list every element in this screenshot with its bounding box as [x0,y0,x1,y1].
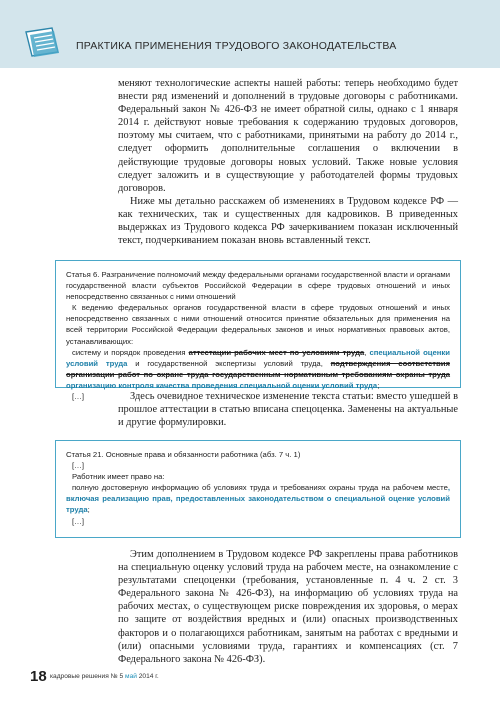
document-stack-icon [22,26,64,60]
paragraph: Здесь очевидное техническое изменение текста статьи: вместо ушедшей в прошлое аттестации в статью вписана спецоценка. Заменены на актуальные и другие формулировки. [118,391,458,429]
header-band [0,0,500,68]
magazine-issue [50,673,159,680]
paragraph: Ниже мы детально расскажем об изменениях в Трудовом кодексе РФ — как технических, так и существенных для кадровиков. В приведенных выдержках из Трудового кодекса РФ зачеркиванием показан исключенный текст, подчеркиванием показан вновь вставленный текст. [118,195,458,247]
deleted-text: подтверждения соответствия организации работ по охране труда государственным нормативным требованиям охраны труда [66,358,450,379]
law-excerpt-box-article-21 [55,440,461,538]
section-title: ПРАКТИКА ПРИМЕНЕНИЯ ТРУДОВОГО ЗАКОНОДАТЕЛЬСТВА [76,40,397,52]
excerpt-paragraph: К ведению федеральных органов государственной власти в сфере трудовых отношений и иных непосредственно связанных с ними отношений относится принятие обязательных для применения на всей территории Российской Федерации федеральных законов и иных нормативных правовых актов, устанавливающих: [66,303,450,346]
ellipsis: […] [72,392,84,402]
inserted-text: , включая реализацию прав, предоставленных законодательством о специальной оценке условий труда [66,483,450,515]
paragraph: меняют технологические аспекты нашей работы: теперь необходимо будет внести ряд изменений и дополнений в трудовые договоры с работниками. Федеральный закон № 426-ФЗ не имеет обратной силы, однако с 1 января 2014 г. действуют новые требования к содержанию трудовых договоров, поэтому мы считаем, что с работниками, принятыми на работу до 2014 г., следует оформить дополнительные соглашения о включении в действующие трудовые договоры новых условий. Также новые условия следует заложить и в существующие у работодателей формы трудовых договоров. [118,78,458,194]
excerpt-paragraph: Работник имеет право на: [72,472,165,482]
excerpt-title: Статья 6. Разграничение полномочий между федеральными органами государственной власти и органами государственной власти субъектов Российской Федерации в сфере трудовых отношений и иных непосредственно связанных с ними отношений [66,270,450,302]
bottom-paragraph [118,548,458,666]
excerpt-paragraph [66,347,450,391]
inserted-text: специальной оценки условий труда [66,347,450,368]
magazine-name: кадровые решения № 5 [50,673,126,680]
text-fragment: , [364,347,370,357]
excerpt-title: Статья 21. Основные права и обязанности работника (абз. 7 ч. 1) [66,450,301,459]
excerpt-paragraph [66,482,450,515]
text-fragment: ; [87,505,90,515]
inserted-text: организацию контроля качества проведения специальной оценки условий труда [66,380,378,390]
paragraph: Этим дополнением в Трудовом кодексе РФ закреплены права работников на специальную оценку условий труда на рабочем месте, на ознакомление с результатами спецоценки (требования, установленные п. 4 ч. 2 ст. 3 Федерального закона № 426-ФЗ), на информацию об условиях труда на рабочих местах, о существующем риске повреждения их здоровья, о мерах по защите от воздействия вредных и (или) опасных производственных факторов и о полагающихся работникам, занятым на работах с вредными и (или) опасными условиями труда, гарантиях и компенсациях (ст. 7 Федерального закона № 426-ФЗ). [118,549,458,665]
text-fragment: ; [377,380,380,390]
page-number: 18 [30,668,47,685]
issue-month: май [125,673,137,680]
text-fragment: и государственной экспертизы условий труда, [127,358,331,368]
deleted-text: аттестации рабочих мест по условиям труда [188,347,365,357]
middle-paragraph [118,390,458,429]
ellipsis: […] [72,461,84,471]
top-paragraphs [118,77,458,247]
text-fragment: систему и порядок проведения [72,347,189,357]
ellipsis: […] [72,516,84,526]
issue-year: 2014 г. [136,673,159,680]
law-excerpt-box-article-6 [55,260,461,402]
text-fragment: полную достоверную информацию об условиях труда и требованиях охраны труда на рабочем месте [72,483,448,493]
